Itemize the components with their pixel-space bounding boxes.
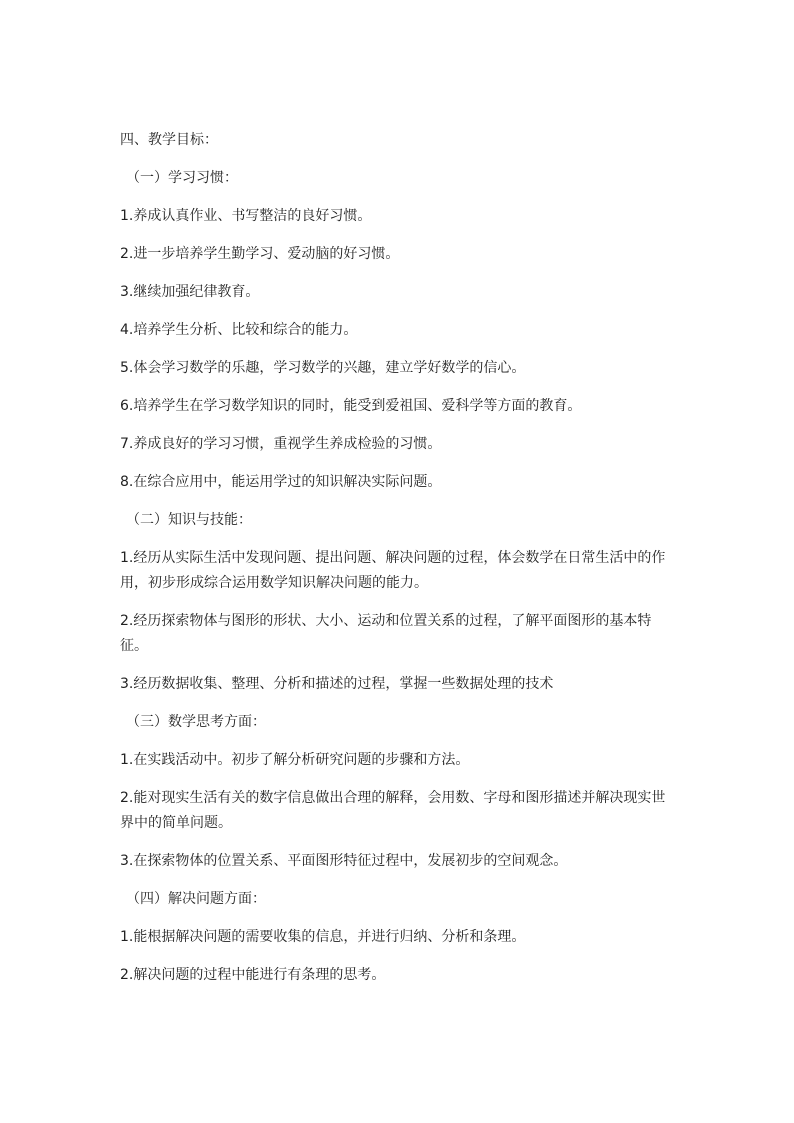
group-habits xyxy=(120,166,666,495)
list-item: 5.体会学习数学的乐趣，学习数学的兴趣，建立学好数学的信心。 xyxy=(120,360,526,376)
list-item: 1.能根据解决问题的需要收集的信息，并进行归纳、分析和条理。 xyxy=(120,929,526,945)
list-item: 2.能对现实生活有关的数字信息做出合理的解释，会用数、字母和图形描述并解决现实世界中的简单问题。 xyxy=(120,790,666,831)
group-knowledge-skills xyxy=(120,508,666,697)
list-item: 6.培养学生在学习数学知识的同时，能受到爱祖国、爱科学等方面的教育。 xyxy=(120,398,582,414)
list-item: 2.经历探索物体与图形的形状、大小、运动和位置关系的过程，了解平面图形的基本特征。 xyxy=(120,613,652,654)
group-heading: （一）学习习惯： xyxy=(126,170,238,186)
list-item: 2.解决问题的过程中能进行有条理的思考。 xyxy=(120,967,386,983)
document-body xyxy=(120,128,666,1001)
group-heading: （二）知识与技能： xyxy=(126,512,252,528)
list-item: 2.进一步培养学生勤学习、爱动脑的好习惯。 xyxy=(120,246,400,262)
list-item: 1.养成认真作业、书写整洁的良好习惯。 xyxy=(120,208,372,224)
list-item: 4.培养学生分析、比较和综合的能力。 xyxy=(120,322,358,338)
list-item: 3.在探索物体的位置关系、平面图形特征过程中，发展初步的空间观念。 xyxy=(120,853,568,869)
list-item: 8.在综合应用中，能运用学过的知识解决实际问题。 xyxy=(120,474,442,490)
group-math-thinking xyxy=(120,710,666,874)
group-heading: （四）解决问题方面： xyxy=(126,891,266,907)
group-heading: （三）数学思考方面： xyxy=(126,714,266,730)
list-item: 7.养成良好的学习习惯，重视学生养成检验的习惯。 xyxy=(120,436,442,452)
list-item: 3.经历数据收集、整理、分析和描述的过程，掌握一些数据处理的技术 xyxy=(120,676,554,692)
section-title: 四、教学目标： xyxy=(120,132,218,148)
list-item: 3.继续加强纪律教育。 xyxy=(120,284,260,300)
list-item: 1.在实践活动中。初步了解分析研究问题的步骤和方法。 xyxy=(120,752,470,768)
group-problem-solving xyxy=(120,887,666,988)
list-item: 1.经历从实际生活中发现问题、提出问题、解决问题的过程，体会数学在日常生活中的作用，初步形成综合运用数学知识解决问题的能力。 xyxy=(120,550,666,591)
